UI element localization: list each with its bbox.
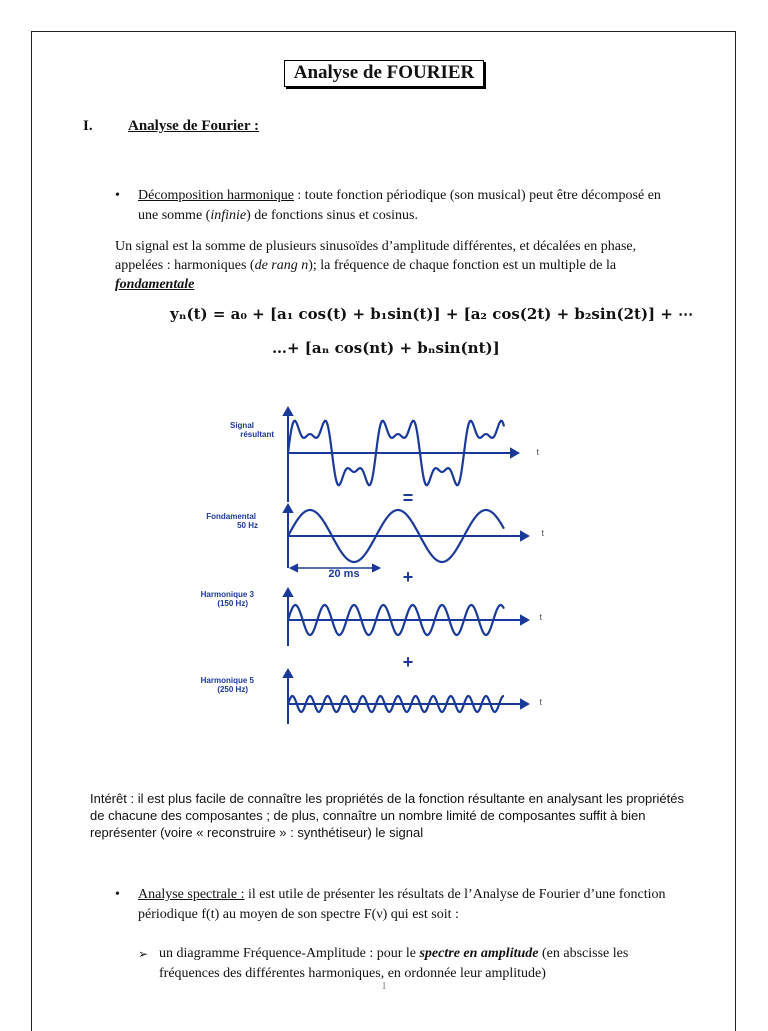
bullet-lead: Analyse spectrale : (138, 887, 245, 902)
arrow-bullet-icon: ➢ (138, 947, 149, 961)
sub-bullet-text: un diagramme Fréquence-Amplitude : pour le (159, 946, 420, 961)
equation-line-2 (272, 339, 500, 357)
label-h3-1: Harmonique 3 (200, 590, 254, 599)
harmonic-5-y-arrow (284, 670, 292, 677)
bullet-lead: Décomposition harmonique (138, 188, 294, 203)
sub-bullet-text: fréquences des différentes harmoniques, en ordonnée leur amplitude) (159, 966, 546, 981)
label-fund-2: 50 Hz (237, 521, 258, 530)
para-line: ); la fréquence de chaque fonction est un multiple de la (308, 258, 617, 273)
period-arrow-right (373, 565, 379, 571)
sub-bullet-emphasis: spectre en amplitude (419, 946, 539, 961)
section-heading (83, 118, 259, 135)
signal-y-arrow (284, 408, 292, 415)
label-signal-2: résultant (240, 430, 274, 439)
equals-sign: = (402, 488, 414, 508)
fundamental-y-arrow (284, 505, 292, 512)
axis-t-3: t (539, 612, 542, 622)
paragraph-interet (90, 790, 690, 841)
harmonic-3-y-arrow (284, 589, 292, 596)
equation-text: …+ [aₙ cos(nt) + bₙsin(nt)] (272, 339, 500, 357)
label-fund-1: Fondamental (206, 512, 256, 521)
bullet-spectral (115, 885, 695, 925)
plus-sign-2: + (402, 652, 414, 672)
section-title: Analyse de Fourier : (128, 118, 259, 134)
bullet-emphasis: infinie (210, 208, 247, 223)
label-h5-2: (250 Hz) (217, 685, 248, 694)
bullet-text: ) de fonctions sinus et cosinus. (246, 208, 418, 223)
para-emphasis-fondamentale: fondamentale (115, 277, 195, 292)
sub-bullet-frequence (138, 944, 698, 984)
interet-line: de chacune des composantes ; de plus, connaître un nombre limité de composantes suffit à bien (90, 808, 646, 823)
page-number: 1 (381, 980, 387, 992)
paragraph-signal (115, 237, 715, 294)
axis-t-4: t (539, 697, 542, 707)
section-number: I. (83, 118, 93, 134)
para-line: appelées : harmoniques ( (115, 258, 255, 273)
bullet-decomposition (115, 186, 695, 226)
bullet-text: périodique f(t) au moyen de son spectre F(ν) qui est soit : (138, 907, 459, 922)
fourier-diagram (196, 370, 544, 725)
harmonic-3-x-arrow (521, 616, 528, 624)
plus-sign-1: + (402, 567, 414, 587)
para-line: Un signal est la somme de plusieurs sinusoïdes d’amplitude différentes, et décalées en phase, (115, 239, 637, 254)
label-period: 20 ms (328, 568, 360, 580)
axis-t-1: t (536, 447, 539, 457)
bullet-dot: • (115, 887, 120, 902)
bullet-text: une somme ( (138, 208, 211, 223)
signal-x-arrow (511, 449, 518, 457)
para-emphasis: de rang n (254, 258, 309, 273)
equation-text: yₙ(t) = a₀ + [a₁ cos(t) + b₁sin(t)] + [a₂ cos(2t) + b₂sin(2t)] + ⋯ (170, 305, 694, 323)
label-h3-2: (150 Hz) (217, 599, 248, 608)
harmonic-5-x-arrow (521, 700, 528, 708)
period-arrow-left (291, 565, 297, 571)
interet-line: Intérêt : il est plus facile de connaître les propriétés de la fonction résultante en analysant les propriétés (90, 791, 685, 806)
label-h5-1: Harmonique 5 (200, 676, 254, 685)
fourier-figure (196, 370, 544, 725)
label-signal-1: Signal (229, 421, 254, 430)
axis-t-2: t (541, 528, 544, 538)
fundamental-x-arrow (521, 532, 528, 540)
bullet-text: : toute fonction périodique (son musical) peut être décomposé en (293, 188, 661, 203)
title-text: Analyse de FOURIER (284, 60, 485, 87)
sub-bullet-text: (en abscisse les (538, 946, 629, 961)
interet-line: représenter (voire « reconstruire » : synthétiseur) le signal (90, 825, 424, 840)
equation-line-1 (170, 305, 693, 323)
bullet-dot: • (115, 188, 120, 203)
bullet-text: il est utile de présenter les résultats de l’Analyse de Fourier d’une fonction (244, 887, 666, 902)
document-title (0, 60, 768, 87)
